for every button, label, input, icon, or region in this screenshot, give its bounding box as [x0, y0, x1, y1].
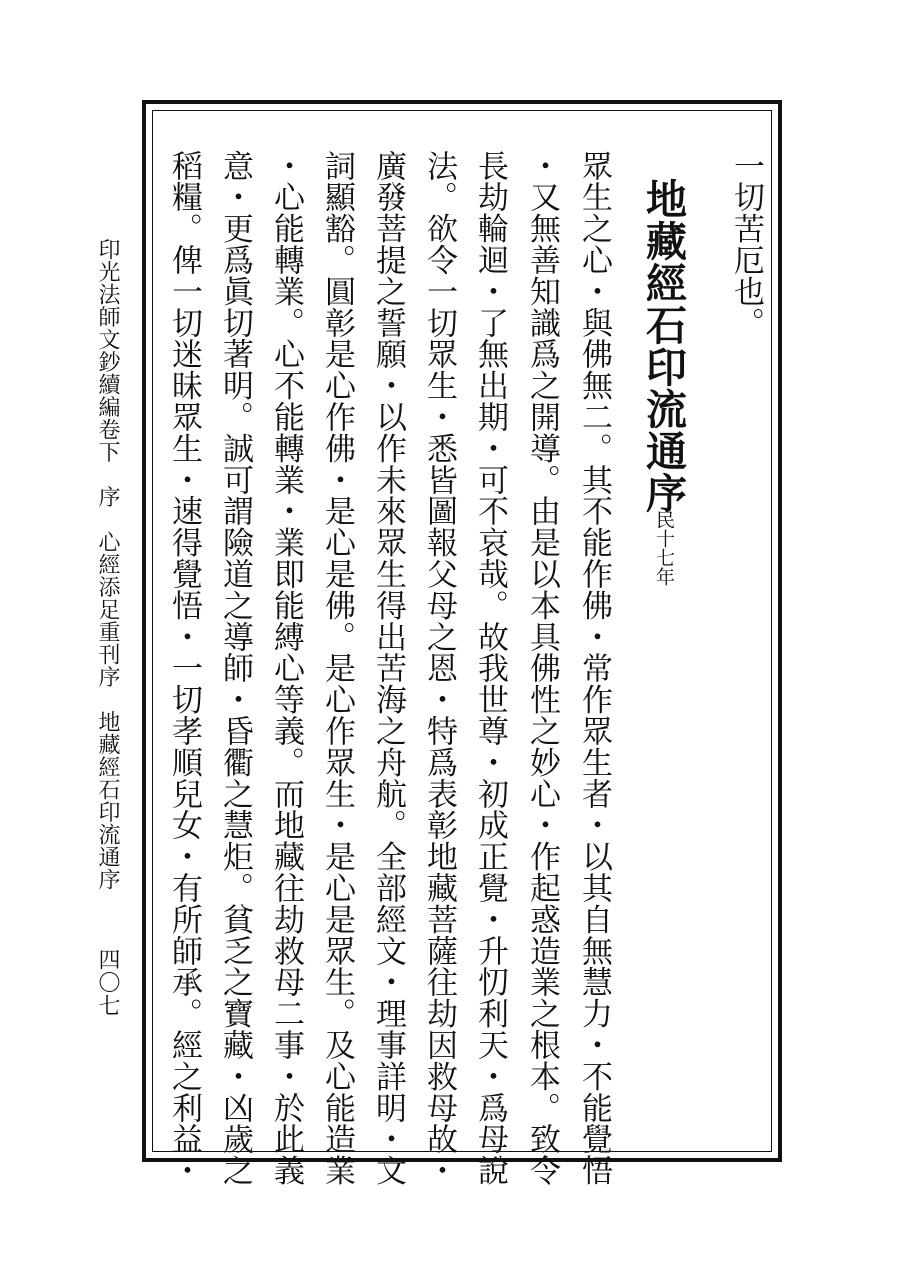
text-column: 廣發菩提之誓願・以作未來眾生得出苦海之舟航。全部經文・理事詳明・文 [370, 150, 406, 1187]
text-column: 法。欲令一切眾生・悉皆圖報父母之恩・特爲表彰地藏菩薩往劫因救母故・ [421, 150, 457, 1187]
text-column: ・心能轉業。心不能轉業・業即能縛心等義。而地藏往劫救母二事・於此義 [268, 150, 304, 1187]
text-column: 長劫輪迴・了無出期・可不哀哉。故我世尊・初成正覺・升忉利天・爲母說 [472, 150, 508, 1187]
text-column: ・又無善知識爲之開導。由是以本具佛性之妙心・作起惑造業之根本。致令 [524, 150, 560, 1187]
text-column: 詞顯豁。圓彰是心作佛・是心是佛。是心作眾生・是心是眾生。及心能造業 [319, 150, 355, 1187]
text-column: 眾生之心・與佛無二。其不能作佛・常作眾生者・以其自無慧力・不能覺悟 [576, 150, 612, 1187]
article-date: 民十七年 [653, 510, 675, 586]
text-column: 意・更爲眞切著明。誠可謂險道之導師・昏衢之慧炬。貧乏之寶藏・凶歲之 [217, 150, 253, 1187]
article-title: 地藏經石印流通序 [639, 178, 687, 514]
text-column: 稻糧。俾一切迷昧眾生・速得覺悟・一切孝順兒女・有所師承。經之利益・ [166, 150, 202, 1187]
previous-text-tail: 一切苦厄也。 [728, 150, 764, 339]
running-header: 印光法師文鈔續編卷下 序 心經添足重刊序 地藏經石印流通序 [95, 238, 120, 891]
page-number: 四〇七 [95, 948, 120, 1017]
